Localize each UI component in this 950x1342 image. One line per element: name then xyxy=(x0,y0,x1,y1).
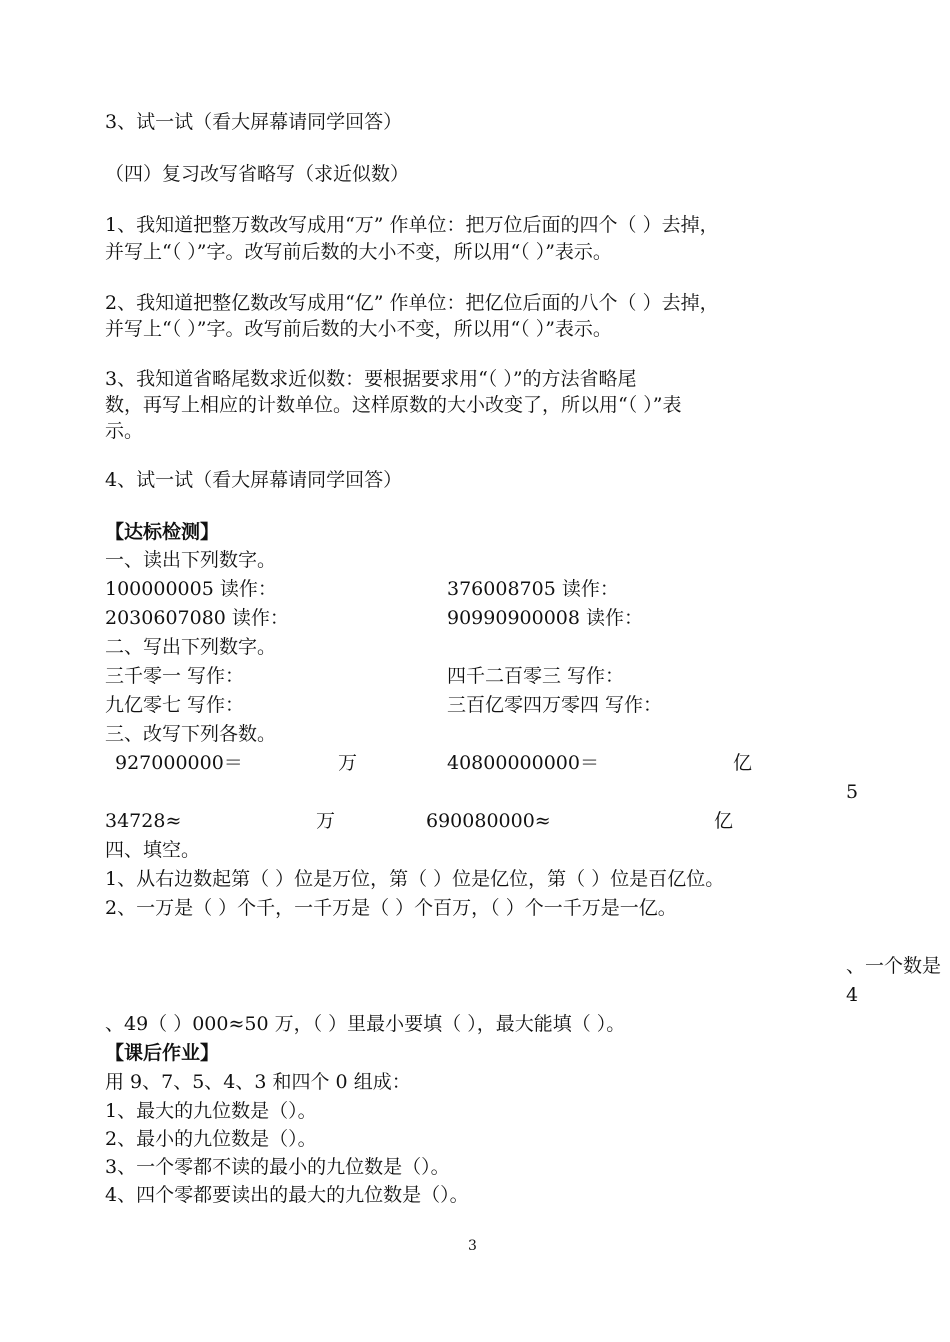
page-number: 3 xyxy=(468,1238,477,1254)
paragraph-1-line-1: 1、我知道把整万数改写成用“万” 作单位：把万位后面的四个（ ）去掉， xyxy=(105,214,719,236)
test-heading: 【达标检测】 xyxy=(105,521,220,543)
section-4-title: （四）复习改写省略写（求近似数） xyxy=(105,163,410,185)
q3-title: 三、改写下列各数。 xyxy=(105,723,277,745)
q3-item-a-number: 927000000＝ xyxy=(115,752,243,774)
q2-item-b: 四千二百零三 写作： xyxy=(447,665,625,687)
homework-item-1: 1、最大的九位数是（）。 xyxy=(105,1100,317,1122)
q4-item-3: 、49（ ）000≈50 万，（ ）里最小要填（ ），最大能填（ ）。 xyxy=(105,1013,626,1035)
paragraph-3-line-2: 数，再写上相应的计数单位。这样原数的大小改变了，所以用“（ ）”表 xyxy=(105,394,682,416)
q1-item-a: 100000005 读作： xyxy=(105,578,277,600)
q3-item-c-unit: 万 xyxy=(316,810,336,832)
q4-item-2: 2、一万是（ ）个千，一千万是（ ）个百万，（ ）个一千万是一亿。 xyxy=(105,897,677,919)
q4-floating-text: 、一个数是 xyxy=(846,955,942,977)
homework-item-4: 4、四个零都要读出的最大的九位数是（）。 xyxy=(105,1184,469,1206)
q1-item-b: 376008705 读作： xyxy=(447,578,619,600)
q1-item-c: 2030607080 读作： xyxy=(105,607,289,629)
q3-item-b-number: 40800000000＝ xyxy=(447,752,599,774)
q1-title: 一、读出下列数字。 xyxy=(105,549,277,571)
q4-item-1: 1、从右边数起第（ ）位是万位，第（ ）位是亿位，第（ ）位是百亿位。 xyxy=(105,868,725,890)
q3-item-b-unit: 亿 xyxy=(733,752,753,774)
q2-item-c: 九亿零七 写作： xyxy=(105,694,245,716)
q1-item-d: 90990900008 读作： xyxy=(447,607,644,629)
q4-title: 四、填空。 xyxy=(105,839,201,861)
q2-title: 二、写出下列数字。 xyxy=(105,636,277,658)
q2-item-d: 三百亿零四万零四 写作： xyxy=(447,694,663,716)
try-again-4: 4、试一试（看大屏幕请同学回答） xyxy=(105,469,403,491)
paragraph-3-line-1: 3、我知道省略尾数求近似数：要根据要求用“（ ）”的方法省略尾 xyxy=(105,368,637,390)
homework-item-3: 3、一个零都不读的最小的九位数是（）。 xyxy=(105,1156,450,1178)
q3-item-c-number: 34728≈ xyxy=(105,810,182,832)
paragraph-2-line-1: 2、我知道把整亿数改写成用“亿” 作单位：把亿位后面的八个（ ）去掉， xyxy=(105,292,719,314)
q3-item-d-number: 690080000≈ xyxy=(426,810,551,832)
homework-heading: 【课后作业】 xyxy=(105,1042,220,1064)
paragraph-2-line-2: 并写上“（ ）”字。改写前后数的大小不变，所以用“（ ）”表示。 xyxy=(105,318,612,340)
q4-floating-4: 4 xyxy=(846,984,859,1006)
homework-item-2: 2、最小的九位数是（）。 xyxy=(105,1128,317,1150)
homework-intro: 用 9、7、5、4、3 和四个 0 组成： xyxy=(105,1071,411,1093)
paragraph-1-line-2: 并写上“（ ）”字。改写前后数的大小不变，所以用“（ ）”表示。 xyxy=(105,241,612,263)
try-again-3: 3、试一试（看大屏幕请同学回答） xyxy=(105,111,403,133)
paragraph-3-line-3: 示。 xyxy=(105,420,144,442)
q2-item-a: 三千零一 写作： xyxy=(105,665,245,687)
q3-item-a-unit: 万 xyxy=(338,752,358,774)
q3-floating-5: 5 xyxy=(846,781,859,803)
q3-item-d-unit: 亿 xyxy=(714,810,734,832)
